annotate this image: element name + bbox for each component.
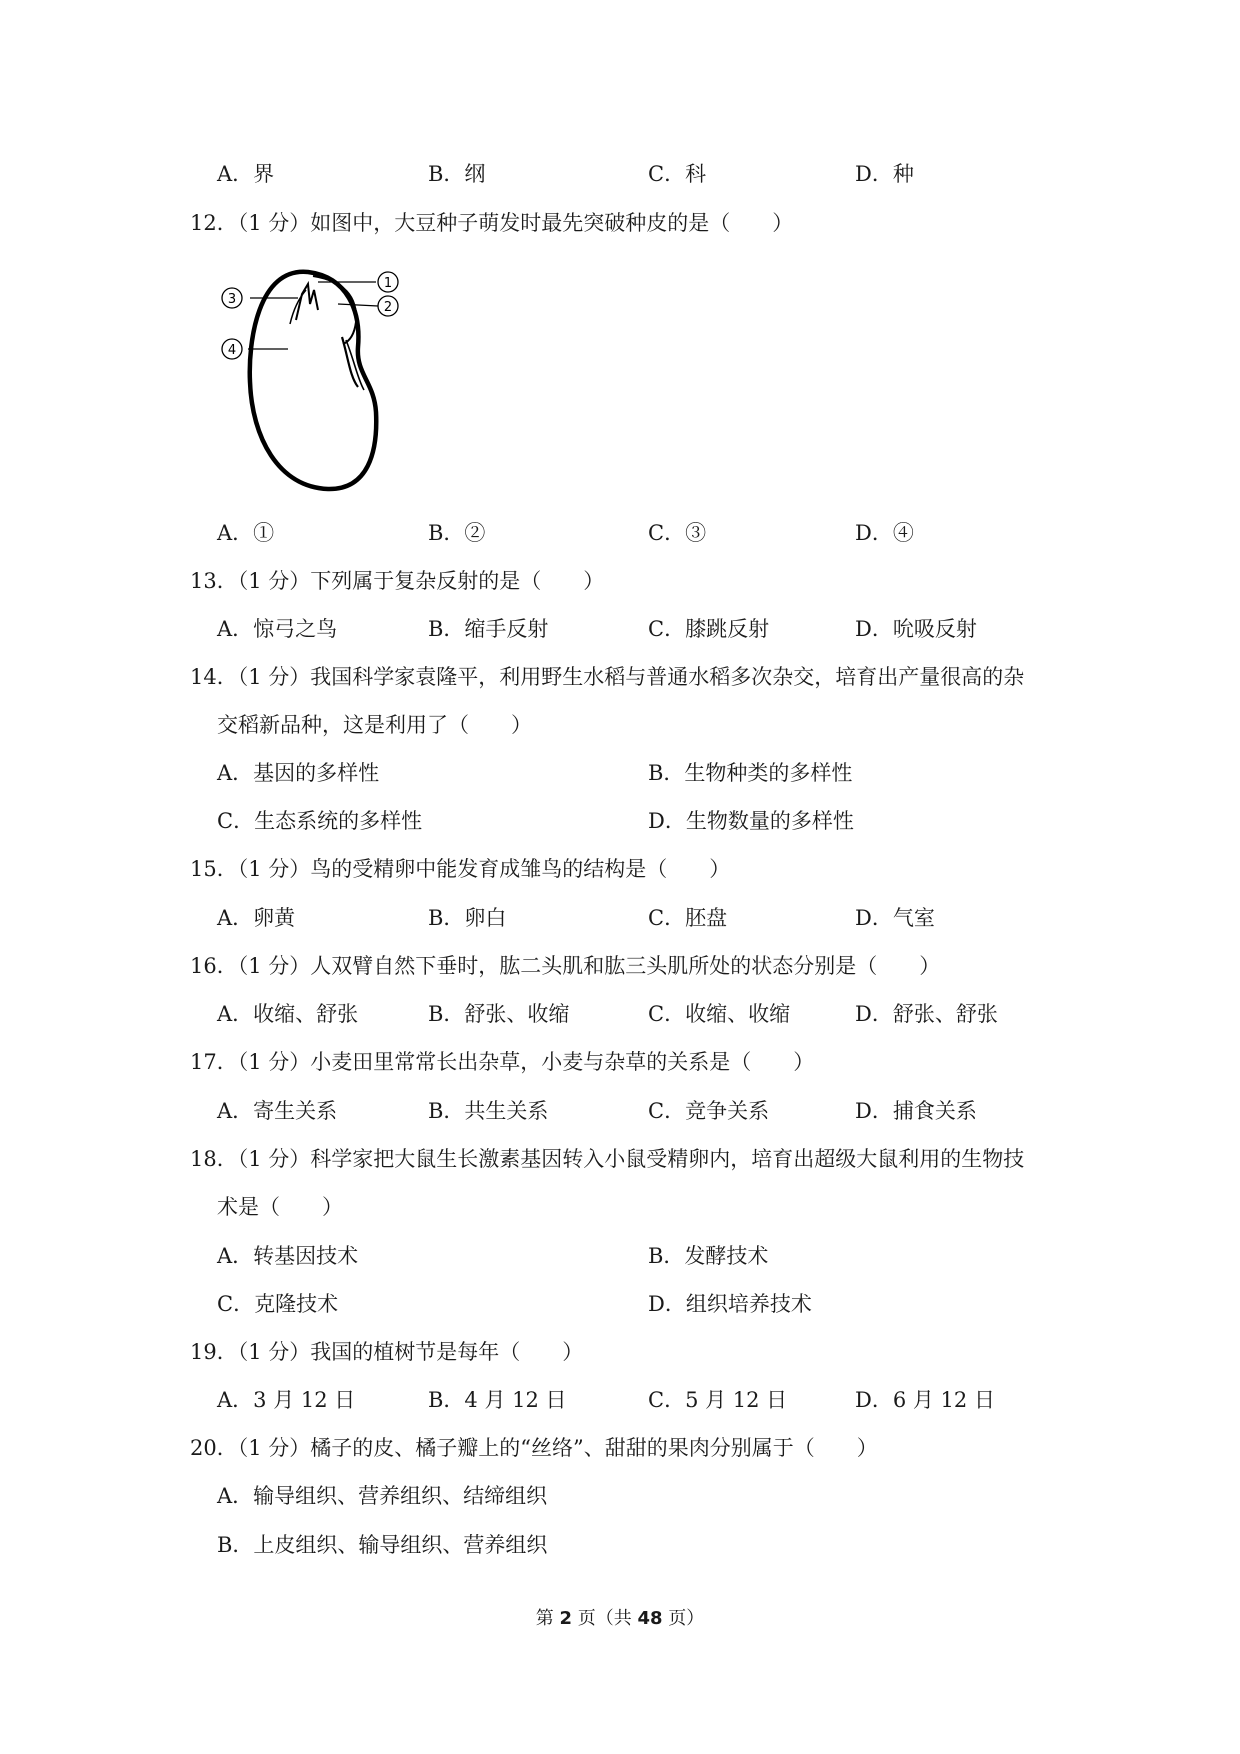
q13-option-b: B．缩手反射	[428, 617, 549, 641]
q20-option-a: A．输导组织、营养组织、结缔组织	[217, 1484, 548, 1508]
q13-option-d: D．吮吸反射	[855, 617, 977, 641]
q19-text: 19．（1 分）我国的植树节是每年（ ）	[190, 1340, 584, 1364]
q15-option-d: D．气室	[855, 906, 935, 930]
footer-prefix: 第	[535, 1608, 560, 1629]
q14-option-c: C．生态系统的多样性	[217, 809, 423, 833]
footer-suffix: 页）	[662, 1608, 705, 1629]
q18-option-d: D．组织培养技术	[648, 1292, 812, 1316]
q19-option-b: B．4 月 12 日	[428, 1388, 567, 1412]
svg-text:3: 3	[227, 292, 237, 307]
q20-option-b: B．上皮组织、输导组织、营养组织	[217, 1533, 548, 1557]
q13-option-a: A．惊弓之鸟	[217, 617, 338, 641]
q14-text-line1: 14．（1 分）我国科学家袁隆平，利用野生水稻与普通水稻多次杂交，培育出产量很高的杂	[190, 665, 1025, 689]
q16-option-d: D．舒张、舒张	[855, 1002, 998, 1026]
q15-option-b: B．卵白	[428, 906, 507, 930]
footer-middle: 页（共	[572, 1608, 638, 1629]
q14-option-b: B．生物种类的多样性	[648, 761, 853, 785]
q19-option-d: D．6 月 12 日	[855, 1388, 995, 1412]
svg-text:2: 2	[383, 300, 393, 315]
q20-text: 20．（1 分）橘子的皮、橘子瓣上的“丝络”、甜甜的果肉分别属于（ ）	[190, 1436, 878, 1460]
q16-option-c: C．收缩、收缩	[648, 1002, 791, 1026]
q16-text: 16．（1 分）人双臂自然下垂时，肱二头肌和肱三头肌所处的状态分别是（ ）	[190, 954, 941, 978]
q19-option-a: A．3 月 12 日	[217, 1388, 356, 1412]
footer-page-number: 2	[559, 1608, 572, 1629]
q14-option-a: A．基因的多样性	[217, 761, 380, 785]
footer-total-pages: 48	[637, 1608, 663, 1629]
q17-option-c: C．竞争关系	[648, 1099, 770, 1123]
q16-option-a: A．收缩、舒张	[217, 1002, 359, 1026]
q12-option-b: B．②	[428, 521, 486, 545]
q12-option-c: C．③	[648, 521, 707, 545]
q18-option-a: A．转基因技术	[217, 1244, 359, 1268]
svg-text:4: 4	[227, 343, 237, 358]
q14-text-line2: 交稻新品种，这是利用了（ ）	[217, 713, 532, 737]
q11-option-a: A．界	[217, 162, 275, 186]
q12-text: 12．（1 分）如图中，大豆种子萌发时最先突破种皮的是（ ）	[190, 211, 794, 235]
soybean-seed-diagram	[218, 262, 418, 492]
q13-option-c: C．膝跳反射	[648, 617, 770, 641]
q19-option-c: C．5 月 12 日	[648, 1388, 788, 1412]
q11-option-d: D．种	[855, 162, 914, 186]
q14-option-d: D．生物数量的多样性	[648, 809, 854, 833]
q15-option-c: C．胚盘	[648, 906, 728, 930]
q18-option-b: B．发酵技术	[648, 1244, 769, 1268]
q17-option-d: D．捕食关系	[855, 1099, 977, 1123]
q11-option-c: C．科	[648, 162, 707, 186]
q16-option-b: B．舒张、收缩	[428, 1002, 570, 1026]
q17-option-b: B．共生关系	[428, 1099, 549, 1123]
q15-option-a: A．卵黄	[217, 906, 296, 930]
q11-option-b: B．纲	[428, 162, 486, 186]
q18-text-line2: 术是（ ）	[217, 1195, 343, 1219]
q17-option-a: A．寄生关系	[217, 1099, 338, 1123]
svg-text:1: 1	[383, 276, 393, 291]
q12-option-a: A．①	[217, 521, 275, 545]
page-footer	[0, 1607, 1240, 1631]
q15-text: 15．（1 分）鸟的受精卵中能发育成雏鸟的结构是（ ）	[190, 857, 731, 881]
q13-text: 13．（1 分）下列属于复杂反射的是（ ）	[190, 569, 605, 593]
q17-text: 17．（1 分）小麦田里常常长出杂草，小麦与杂草的关系是（ ）	[190, 1050, 815, 1074]
q18-text-line1: 18．（1 分）科学家把大鼠生长激素基因转入小鼠受精卵内，培育出超级大鼠利用的生物技	[190, 1147, 1025, 1171]
q18-option-c: C．克隆技术	[217, 1292, 339, 1316]
q12-option-d: D．④	[855, 521, 914, 545]
